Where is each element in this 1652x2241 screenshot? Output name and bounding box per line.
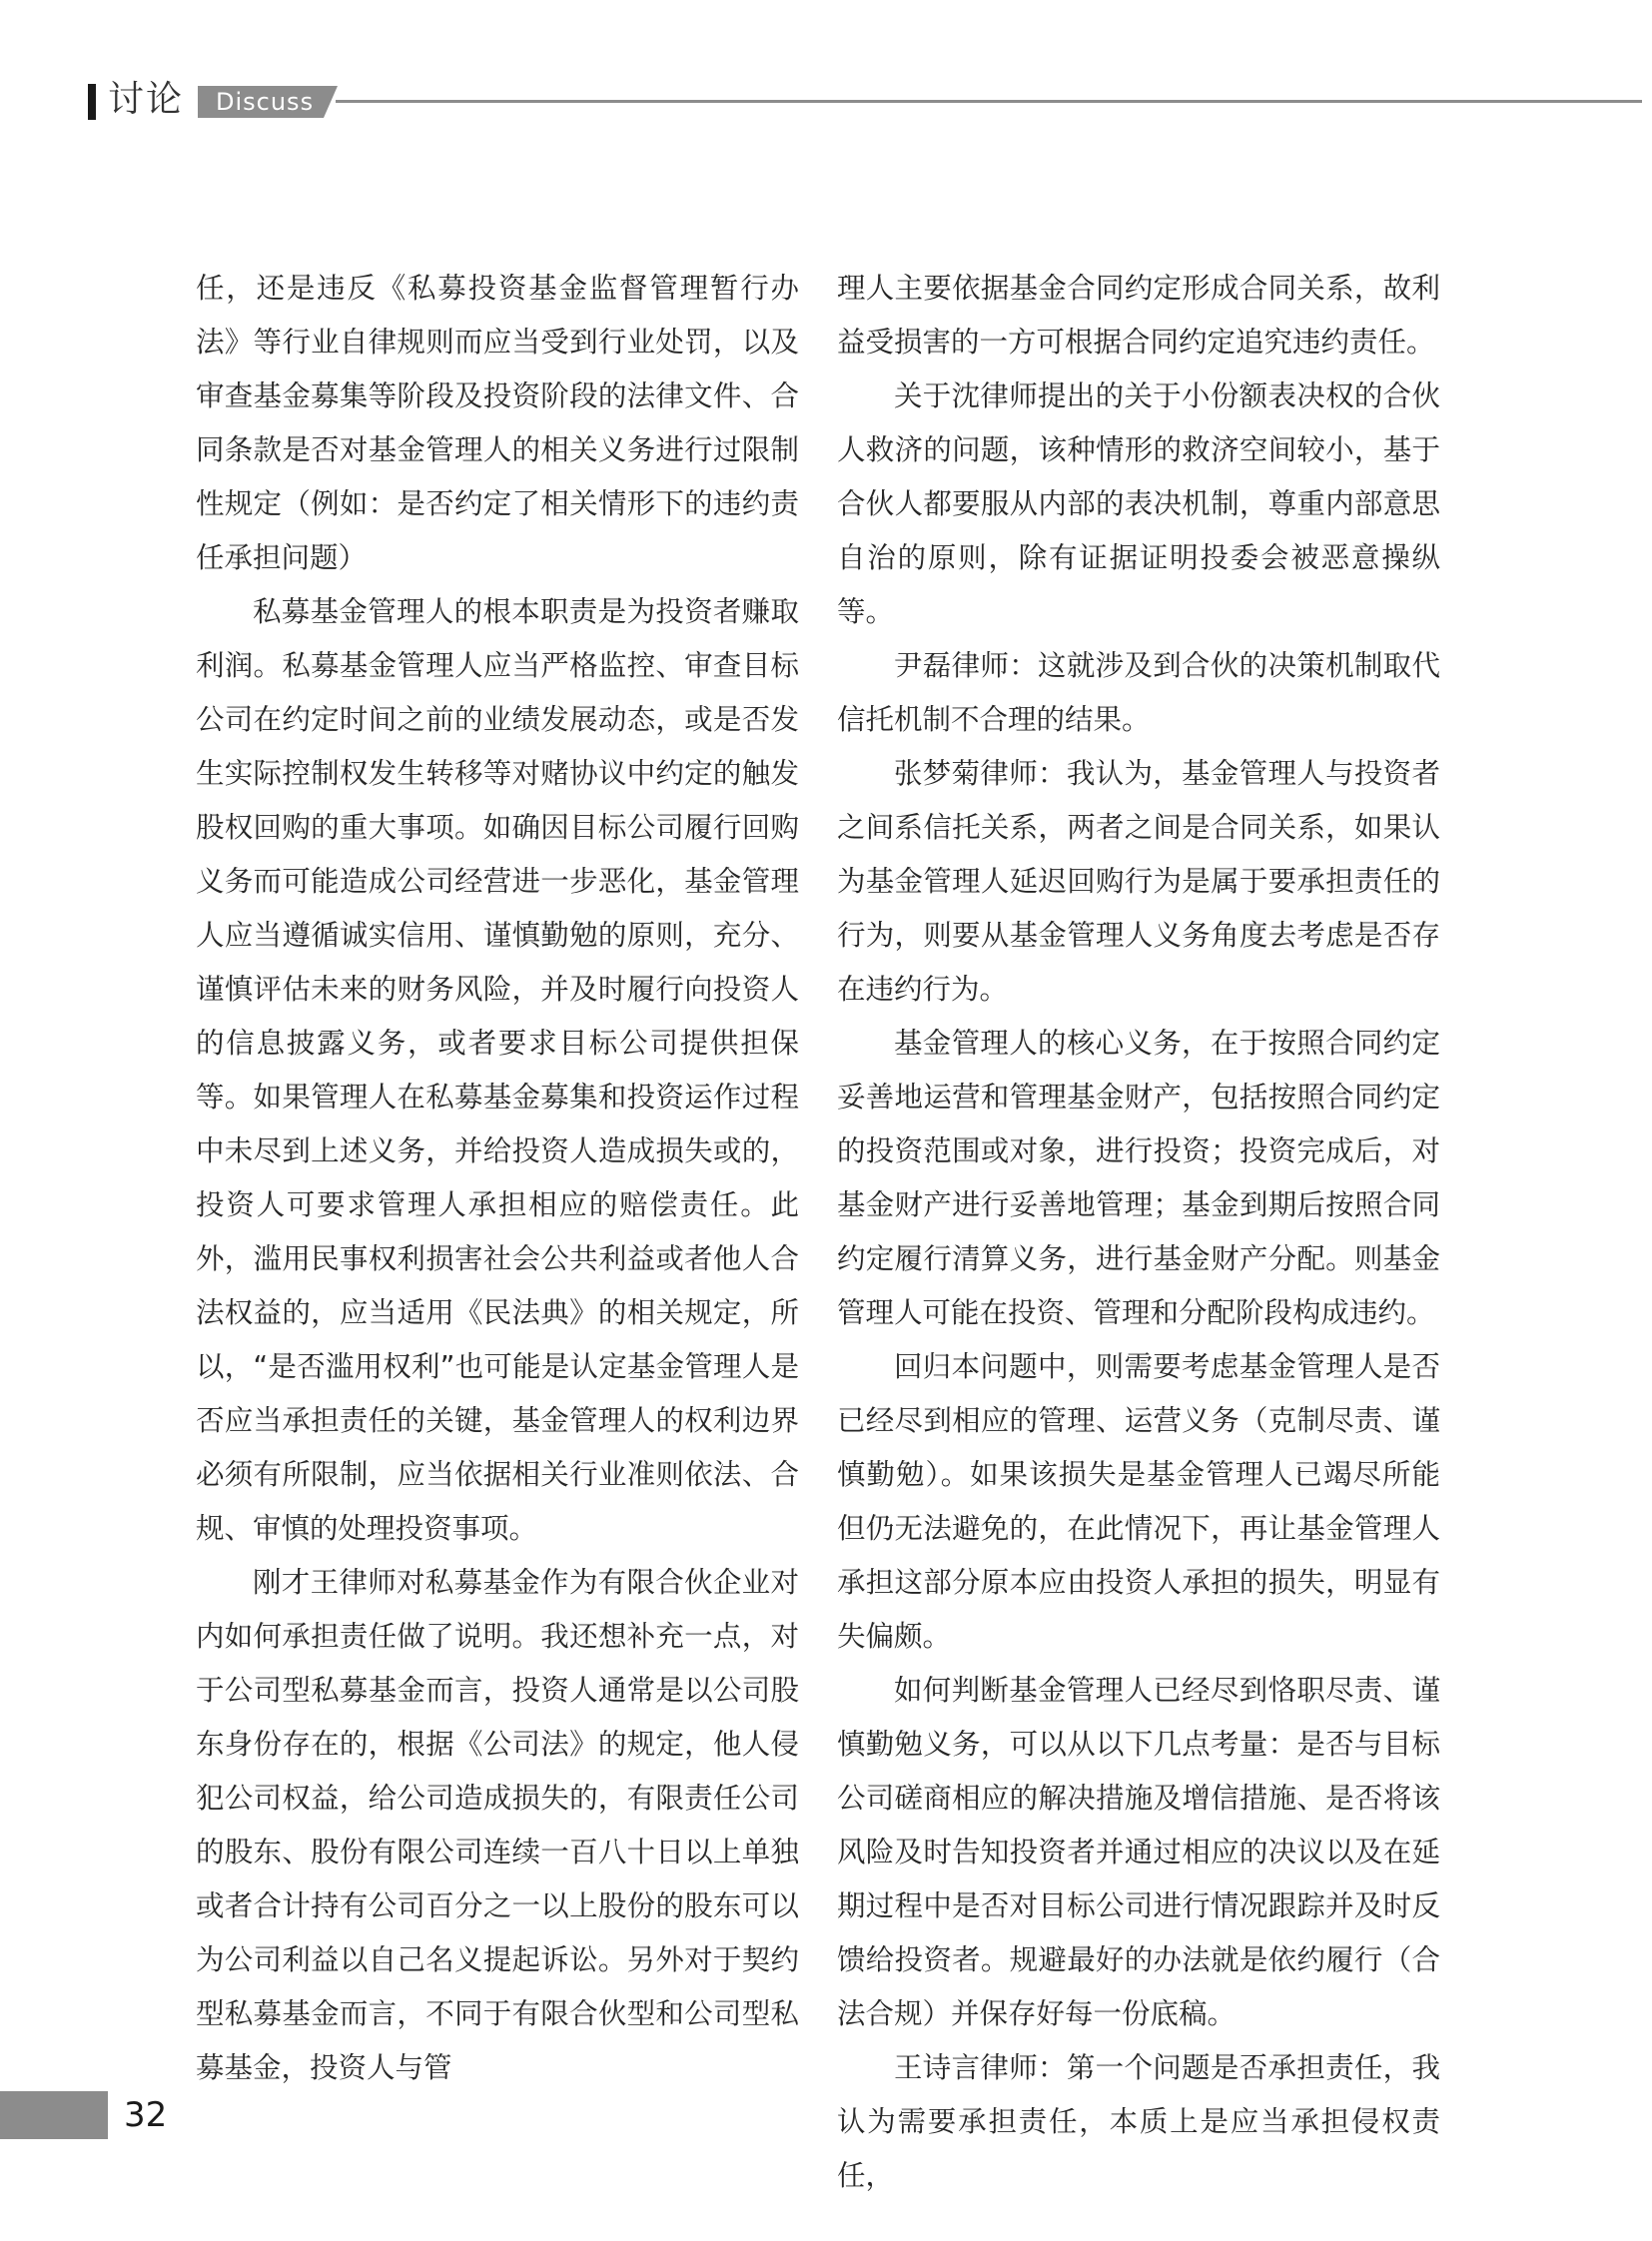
paragraph: 理人主要依据基金合同约定形成合同关系，故利益受损害的一方可根据合同约定追究违约责任。 bbox=[837, 272, 1440, 359]
section-tag: Discuss bbox=[216, 88, 315, 116]
footer-accent-block bbox=[0, 2091, 108, 2139]
paragraph: 回归本问题中，则需要考虑基金管理人是否已经尽到相应的管理、运营义务（克制尽责、谨慎勤勉）。如果该损失是基金管理人已竭尽所能但仍无法避免的，在此情况下，再让基金管理人承担这部分原本应由投资人承担的损失，明显有失偏颇。 bbox=[837, 1350, 1440, 1653]
paragraph: 张梦菊律师：我认为，基金管理人与投资者之间系信托关系，两者之间是合同关系，如果认为基金管理人延迟回购行为是属于要承担责任的行为，则要从基金管理人义务角度去考虑是否存在违约行为。 bbox=[837, 757, 1440, 1006]
page-header bbox=[0, 0, 1652, 140]
paragraph: 任，还是违反《私募投资基金监督管理暂行办法》等行业自律规则而应当受到行业处罚，以及审查基金募集等阶段及投资阶段的法律文件、合同条款是否对基金管理人的相关义务进行过限制性规定（例如：是否约定了相关情形下的违约责任承担问题） bbox=[196, 272, 799, 574]
paragraph: 基金管理人的核心义务，在于按照合同约定妥善地运营和管理基金财产，包括按照合同约定的投资范围或对象，进行投资；投资完成后，对基金财产进行妥善地管理；基金到期后按照合同约定履行清算义务，进行基金财产分配。则基金管理人可能在投资、管理和分配阶段构成违约。 bbox=[837, 1027, 1440, 1329]
paragraph: 刚才王律师对私募基金作为有限合伙企业对内如何承担责任做了说明。我还想补充一点，对于公司型私募基金而言，投资人通常是以公司股东身份存在的，根据《公司法》的规定，他人侵犯公司权益，给公司造成损失的，有限责任公司的股东、股份有限公司连续一百八十日以上单独或者合计持有公司百分之一以上股份的股东可以为公司利益以自己名义提起诉讼。另外对于契约型私募基金而言，不同于有限合伙型和公司型私募基金，投资人与管 bbox=[196, 1566, 799, 2084]
paragraph: 关于沈律师提出的关于小份额表决权的合伙人救济的问题，该种情形的救济空间较小，基于合伙人都要服从内部的表决机制，尊重内部意思自治的原则，除有证据证明投委会被恶意操纵等。 bbox=[837, 379, 1440, 628]
header-rule bbox=[336, 100, 1642, 103]
page-number: 32 bbox=[124, 2095, 168, 2135]
header-accent-bar bbox=[88, 84, 96, 120]
section-title: 讨论 bbox=[108, 79, 185, 120]
paragraph: 如何判断基金管理人已经尽到恪职尽责、谨慎勤勉义务，可以从以下几点考量：是否与目标公司磋商相应的解决措施及增信措施、是否将该风险及时告知投资者并通过相应的决议以及在延期过程中是否对目标公司进行情况跟踪并及时反馈给投资者。规避最好的办法就是依约履行（合法合规）并保存好每一份底稿。 bbox=[837, 1674, 1440, 2030]
left-column bbox=[196, 262, 799, 2095]
paragraph: 王诗言律师：第一个问题是否承担责任，我认为需要承担责任，本质上是应当承担侵权责任， bbox=[837, 2051, 1440, 2192]
paragraph: 私募基金管理人的根本职责是为投资者赚取利润。私募基金管理人应当严格监控、审查目标公司在约定时间之前的业绩发展动态，或是否发生实际控制权发生转移等对赌协议中约定的触发股权回购的重大事项。如确因目标公司履行回购义务而可能造成公司经营进一步恶化，基金管理人应当遵循诚实信用、谨慎勤勉的原则，充分、谨慎评估未来的财务风险，并及时履行向投资人的信息披露义务，或者要求目标公司提供担保等。如果管理人在私募基金募集和投资运作过程中未尽到上述义务，并给投资人造成损失或的，投资人可要求管理人承担相应的赔偿责任。此外，滥用民事权利损害社会公共利益或者他人合法权益的，应当适用《民法典》的相关规定，所以，“是否滥用权利”也可能是认定基金管理人是否应当承担责任的关键，基金管理人的权利边界必须有所限制，应当依据相关行业准则依法、合规、审慎的处理投资事项。 bbox=[196, 595, 799, 1545]
paragraph: 尹磊律师：这就涉及到合伙的决策机制取代信托机制不合理的结果。 bbox=[837, 649, 1440, 736]
right-column bbox=[837, 262, 1440, 2203]
